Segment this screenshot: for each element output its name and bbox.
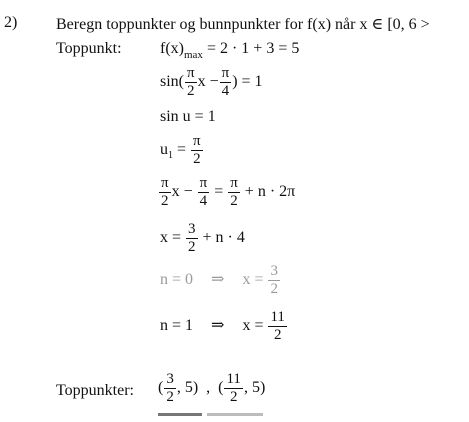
point2-fraction: $\frac{11}{2}$ (226, 371, 241, 405)
pi-over-2: $\frac{\pi}{2}$ (187, 65, 195, 99)
fmax-lhs: f(x) (160, 40, 184, 57)
x-fraction: $\frac{3}{2}$ (188, 221, 196, 255)
solve-equation (158, 176, 295, 209)
n0-line (160, 264, 281, 297)
u-symbol: u (160, 141, 168, 159)
x-equation (160, 222, 245, 255)
point1: ( $\frac{3}{2}$ , 5) (158, 371, 199, 405)
u1-pi-over-2: $\frac{\pi}{2}$ (193, 133, 201, 167)
task-prompt: Beregn toppunkter og bunnpunkter for f(x) når x ∈ [0, 6 > (56, 16, 430, 33)
solve-pi-over-2-b: $\frac{\pi}{2}$ (230, 175, 238, 209)
n1-line (160, 310, 288, 343)
u1-eq: = (177, 141, 187, 159)
sin-suffix: ) = 1 (232, 73, 263, 91)
n0-x: x = (242, 271, 264, 289)
n0-arrow: ⇒ (211, 271, 225, 289)
fmax-subscript: max (183, 49, 203, 61)
solve-eq: = (214, 183, 224, 201)
n1-arrow: ⇒ (211, 317, 225, 335)
x-lhs: x = (160, 229, 182, 247)
result-points (158, 372, 265, 405)
result-label: Toppunkter: (56, 382, 134, 399)
x-tail: + n · 4 (202, 229, 245, 247)
n0-fraction: $\frac{3}{2}$ (270, 263, 278, 297)
toppunkt-label: Toppunkt: (56, 40, 122, 57)
point-separator: , (206, 379, 211, 397)
sin-prefix: sin( (160, 73, 184, 91)
sin-equation (160, 66, 263, 99)
solve-pi-over-2-a: $\frac{\pi}{2}$ (161, 175, 169, 209)
x-minus: x − (197, 73, 219, 91)
point1-underline (158, 413, 202, 416)
solve-x: x − (171, 183, 193, 201)
sinu-equation: sin u = 1 (160, 108, 216, 125)
solve-tail: + n · 2π (244, 183, 296, 201)
task-number: 2) (4, 14, 18, 31)
n1-x: x = (242, 317, 264, 335)
u1-equation (160, 134, 204, 167)
fmax-rhs: = 2 · 1 + 3 = 5 (206, 40, 300, 57)
n1-fraction: $\frac{11}{2}$ (270, 309, 285, 343)
n1-label: n = 1 (160, 317, 194, 335)
n0-label: n = 0 (160, 271, 194, 289)
u-subscript: 1 (168, 150, 173, 162)
pi-over-4: $\frac{\pi}{4}$ (221, 65, 230, 99)
point2-underline (207, 413, 263, 416)
point1-fraction: $\frac{3}{2}$ (166, 371, 174, 405)
point2: ( $\frac{11}{2}$ , 5) (218, 371, 266, 405)
fmax-equation (160, 40, 300, 61)
solve-pi-over-4: $\frac{\pi}{4}$ (199, 175, 208, 209)
